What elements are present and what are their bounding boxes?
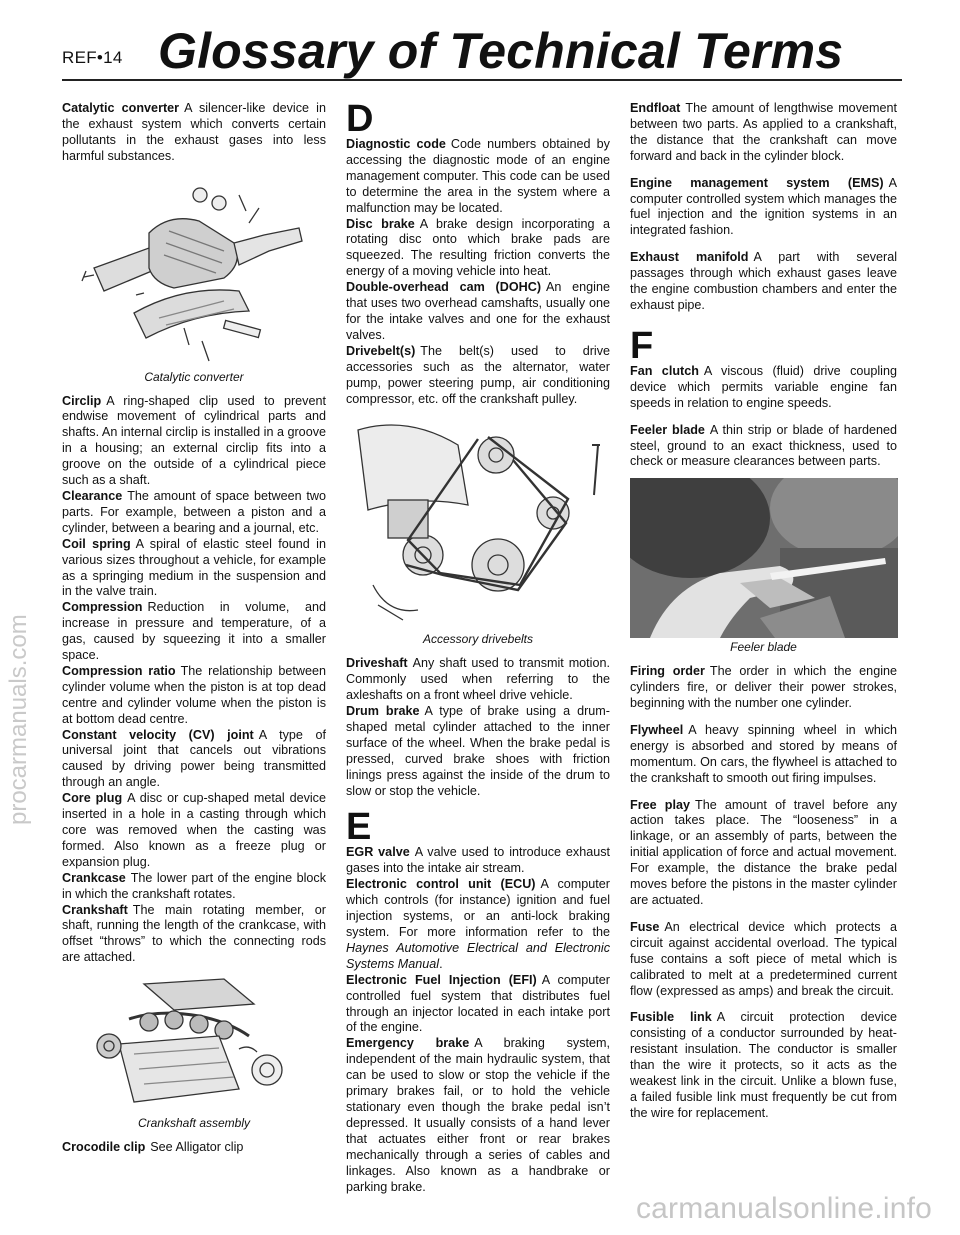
glossary-definition: The amount of space between two parts. For example, between a piston and a cylinder, between a bearing and a journal, etc. bbox=[62, 488, 326, 535]
glossary-entry bbox=[346, 704, 610, 799]
crankshaft-assembly-illustration bbox=[89, 974, 299, 1114]
page-title: Glossary of Technical Terms bbox=[158, 23, 844, 79]
glossary-entry bbox=[62, 394, 326, 489]
glossary-term: Double-overhead cam (DOHC) bbox=[346, 280, 542, 295]
glossary-definition: A type of universal joint that cancels out vibrations caused by driving power being transmitted through an angle. bbox=[62, 727, 326, 790]
glossary-term: Firing order bbox=[630, 664, 705, 679]
bottom-watermark: carmanualsonline.info bbox=[635, 1192, 932, 1225]
glossary-entry bbox=[62, 489, 326, 537]
glossary-entry bbox=[62, 664, 326, 728]
page-header bbox=[62, 18, 902, 80]
glossary-definition: The main rotating member, or shaft, running the length of the crankcase, with offset “throws” to which the connecting rods are attached. bbox=[62, 902, 326, 965]
glossary-definition: A ring-shaped clip used to prevent endwise movement of cylindrical parts and shafts. An internal circlip is installed in a groove in a housing; an external circlip fits into a groove on the outside of a cylindrical piece such as a shaft. bbox=[62, 393, 326, 488]
header-rule bbox=[62, 79, 902, 81]
figure-caption: Crankshaft assembly bbox=[137, 1116, 251, 1131]
glossary-entry bbox=[630, 664, 897, 712]
glossary-term: Driveshaft bbox=[346, 656, 408, 671]
glossary-term: Crocodile clip bbox=[62, 1140, 146, 1155]
glossary-entry bbox=[346, 845, 610, 877]
glossary-definition: A part with several passages through which exhaust gases leave the engine combustion chambers and enter the exhaust pipe. bbox=[630, 250, 897, 312]
glossary-term: Fuse bbox=[630, 919, 660, 934]
glossary-entry bbox=[62, 871, 326, 903]
section-letter-f: F bbox=[630, 324, 654, 367]
glossary-entry bbox=[346, 1036, 610, 1195]
glossary-definition: An engine that uses two overhead camshafts, usually one for the intake valves and one for the exhaust valves. bbox=[346, 280, 610, 342]
glossary-definition: A spiral of elastic steel found in various sizes throughout a vehicle, for example as a springing medium in the suspension and in the valve train. bbox=[62, 536, 326, 599]
glossary-entry bbox=[346, 217, 610, 281]
glossary-term: Constant velocity (CV) joint bbox=[62, 727, 254, 742]
figure-caption: Feeler blade bbox=[730, 640, 797, 655]
glossary-term: Compression ratio bbox=[62, 663, 176, 678]
glossary-entry bbox=[62, 600, 326, 664]
glossary-term: EGR valve bbox=[346, 845, 410, 860]
glossary-entry bbox=[346, 344, 610, 408]
glossary-term: Diagnostic code bbox=[346, 137, 446, 151]
glossary-entry bbox=[62, 791, 326, 871]
glossary-entry bbox=[346, 877, 610, 972]
glossary-definition: A disc or cup-shaped metal device inserted in a hole in a casting through which core was removed when the casting was formed. Also known as a freeze plug or expansion plug. bbox=[62, 791, 326, 869]
column-3 bbox=[630, 101, 897, 1122]
figure-caption: Accessory drivebelts bbox=[422, 632, 534, 647]
glossary-entry bbox=[346, 280, 610, 344]
glossary-definition: A computer controlled fuel system that distributes fuel through an injector located in each intake port of the engine. bbox=[346, 972, 610, 1035]
glossary-term: Emergency brake bbox=[346, 1036, 470, 1051]
section-letter-e: E bbox=[346, 806, 372, 849]
side-watermark: procarmanuals.com bbox=[5, 614, 32, 825]
section-letter-d: D bbox=[346, 98, 374, 140]
glossary-term: Compression bbox=[62, 600, 143, 615]
glossary-definition: A valve used to introduce exhaust gases into the intake air stream. bbox=[346, 845, 610, 876]
glossary-definition: The belt(s) used to drive accessories such as the alternator, water pump, power steering pump, air conditioning compressor, etc. off the crankshaft pulley. bbox=[346, 343, 610, 406]
glossary-term: Feeler blade bbox=[630, 422, 705, 437]
catalytic-converter-figure bbox=[62, 173, 326, 386]
glossary-definition: Code numbers obtained by accessing the diagnostic mode of an engine management computer. This code can be used to determine the area in the system where a malfunction may be located. bbox=[346, 137, 610, 215]
glossary-entry bbox=[630, 423, 897, 471]
crankshaft-figure bbox=[62, 974, 326, 1132]
glossary-entry bbox=[630, 364, 897, 412]
glossary-term: Clearance bbox=[62, 488, 123, 503]
catalytic-converter-illustration bbox=[74, 173, 314, 368]
glossary-term: Crankshaft bbox=[62, 902, 128, 917]
feeler-blade-figure bbox=[630, 478, 897, 656]
column-1 bbox=[62, 101, 326, 1156]
glossary-entry bbox=[346, 137, 610, 217]
feeler-blade-photo bbox=[630, 478, 898, 638]
glossary-definition: A silencer-like device in the exhaust system which converts certain pollutants in the exhaust gases into less harmful substances. bbox=[62, 101, 326, 163]
glossary-term: Catalytic converter bbox=[62, 101, 180, 115]
glossary-entry bbox=[630, 250, 897, 314]
glossary-entry bbox=[346, 656, 610, 704]
glossary-term: Drivebelt(s) bbox=[346, 343, 416, 358]
glossary-definition: See Alligator clip bbox=[150, 1140, 244, 1155]
glossary-entry bbox=[62, 101, 326, 165]
glossary-definition: A circuit protection device consisting of a conductor surrounded by heat-resistant insulation. The conductor is smaller than the wire it protects, so it acts as the weakest link in the circuit. Unlike a blown fuse, a failed fusible link must frequently be cut from the wire for replacement. bbox=[630, 1010, 897, 1120]
page-reference: REF•14 bbox=[62, 48, 123, 67]
column-2 bbox=[346, 98, 610, 1195]
glossary-term: Crankcase bbox=[62, 870, 126, 885]
drivebelts-figure bbox=[346, 415, 610, 648]
glossary-term: Electronic Fuel Injection (EFI) bbox=[346, 972, 537, 987]
glossary-definition-end: . bbox=[439, 956, 443, 971]
glossary-term: Drum brake bbox=[346, 704, 420, 719]
glossary-term: Circlip bbox=[62, 393, 102, 408]
glossary-definition: A computer which controls (for instance) ignition and fuel injection systems, or an anti-lock braking system. For more information refer to the bbox=[346, 877, 610, 939]
glossary-entry bbox=[62, 537, 326, 601]
glossary-definition: The relationship between cylinder volume when the piston is at top dead centre and cylinder volume when the piston is at bottom dead centre. bbox=[62, 663, 326, 726]
glossary-term: Coil spring bbox=[62, 536, 131, 551]
glossary-term: Engine management system (EMS) bbox=[630, 175, 884, 190]
glossary-term: Exhaust manifold bbox=[630, 250, 749, 265]
glossary-definition: The amount of travel before any action takes place. The “looseness” in a linkage, or an assembly of parts, between the initial application of force and actual movement. For example, the distance the brake pedal moves before the pistons in the master cylinder are actuated. bbox=[630, 797, 897, 907]
glossary-entry bbox=[630, 798, 897, 909]
glossary-term: Endfloat bbox=[630, 101, 681, 115]
glossary-entry bbox=[62, 1140, 326, 1156]
glossary-term: Fan clutch bbox=[630, 363, 699, 378]
glossary-definition: A type of brake using a drum-shaped metal cylinder attached to the inner surface of the wheel. When the brake pedal is pressed, curved brake shoes with friction linings press against the inside of the drum to slow or stop the vehicle. bbox=[346, 704, 610, 798]
glossary-entry bbox=[630, 101, 897, 165]
manual-reference: Haynes Automotive Electrical and Electronic Systems Manual bbox=[346, 940, 610, 971]
figure-caption: Catalytic converter bbox=[144, 369, 244, 384]
glossary-definition: A braking system, independent of the main hydraulic system, that can be used to slow or stop the vehicle if the primary brakes fail, or to hold the vehicle stationary even though the brake pedal isn’t depressed. It usually consists of a hand lever that actuates either front or rear brakes mechanically through a series of cables and linkages. Also known as a handbrake or parking brake. bbox=[346, 1036, 610, 1194]
glossary-entry bbox=[630, 920, 897, 1000]
glossary-definition: The order in which the engine cylinders fire, or deliver their power strokes, beginning with the number one cylinder. bbox=[630, 664, 897, 711]
glossary-entry bbox=[346, 973, 610, 1037]
glossary-entry bbox=[630, 723, 897, 787]
glossary-definition: An electrical device which protects a circuit against accidental overload. The typical fuse contains a soft piece of metal which is calibrated to melt at a predetermined current flow (expressed as amps) and break the circuit. bbox=[630, 919, 897, 998]
glossary-entry bbox=[62, 903, 326, 967]
glossary-definition: A thin strip or blade of hardened steel, ground to an exact thickness, used to check or measure clearances between parts. bbox=[630, 422, 897, 469]
glossary-definition: A computer controlled system which manages the fuel injection and the ignition systems in an integrated fashion. bbox=[630, 175, 897, 238]
glossary-entry bbox=[630, 1010, 897, 1121]
glossary-definition: The lower part of the engine block in which the crankshaft rotates. bbox=[62, 870, 326, 901]
glossary-term: Flywheel bbox=[630, 722, 684, 737]
glossary-definition: A viscous (fluid) drive coupling device which permits variable engine fan speeds in relation to engine speeds. bbox=[630, 363, 897, 410]
glossary-term: Electronic control unit (ECU) bbox=[346, 877, 536, 892]
glossary-term: Free play bbox=[630, 797, 690, 812]
glossary-term: Fusible link bbox=[630, 1010, 712, 1025]
glossary-definition: A brake design incorporating a rotating disc onto which brake pads are squeezed. The resulting friction converts the energy of a moving vehicle into heat. bbox=[346, 216, 610, 279]
glossary-term: Disc brake bbox=[346, 216, 415, 231]
accessory-drivebelts-illustration bbox=[348, 415, 608, 630]
glossary-definition: A heavy spinning wheel in which energy is absorbed and stored by means of momentum. On cars, the flywheel is attached to the crankshaft to smooth out firing impulses. bbox=[630, 722, 897, 785]
glossary-entry bbox=[62, 728, 326, 792]
glossary-term: Core plug bbox=[62, 791, 123, 806]
glossary-definition: Any shaft used to transmit motion. Commonly used when referring to the axleshafts on a front wheel drive vehicle. bbox=[346, 656, 610, 703]
glossary-definition: The amount of lengthwise movement between two parts. As applied to a crankshaft, the distance that the crankshaft can move forward and back in the cylinder block. bbox=[630, 101, 897, 163]
glossary-entry bbox=[630, 176, 897, 240]
glossary-definition: Reduction in volume, and increase in pressure and temperature, of a gas, caused by squeezing it into a smaller space. bbox=[62, 600, 326, 663]
